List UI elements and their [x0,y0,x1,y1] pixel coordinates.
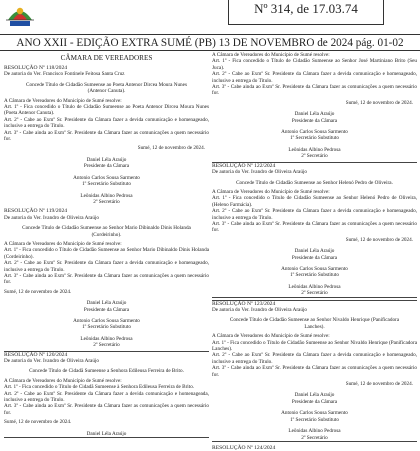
header-rule-top [0,34,420,35]
article-3: Art. 3º - Cabe ainda ao Exmº Sr. Presidente da Câmara fazer as comunicações a quem necessário for. [4,129,209,143]
signature-role: 1º Secretário Substituto [290,416,339,423]
article-2: Art. 2º - Cabe ao Exmº Sr. Presidente da Câmara fazer a devida comunicação e homenageada, inclusive a entrega do Título. [4,390,209,404]
article-1: Art. 1º - Fica concedido o Título de Cidadão Sumeense ao Senhor Nivaldo Henrique (Panificadora Lanches). [212,339,417,353]
signature-name: Daniel Léla Araújo [86,156,127,163]
resolution-author: De autoria do Ver. Ivandro de Oliveira Araújo [212,307,307,313]
article-2: Art. 2º - Cabe ao Exmº Sr. Presidente da Câmara fazer a devida comunicação e homenageado, inclusive a entrega do Título. [4,116,209,130]
signature-role: 2º Secretário [301,434,328,441]
article-2: Art. 2º - Cabe ao Exmº Sr. Presidente da Câmara fazer a devida comunicação e homenageado, inclusive a entrega do Título. [212,352,417,365]
signature-name: Antonio Carlos Sousa Sarmento [73,318,140,324]
resolution-123 [212,300,417,442]
resolution-number: RESOLUÇÃO Nº 120/2024 [4,351,68,358]
signature-role: 1º Secretário Substituto [82,324,131,331]
signature-name: Leônidas Albino Pedrosa [288,146,341,153]
resolution-date: Sumé, 12 de novembro de 2024. [345,381,413,388]
masthead [0,0,420,30]
municipal-emblem-icon [4,0,36,28]
signature-role: 1º Secretário Substituto [290,135,339,142]
resolution-title: Concede Título de Cidadão Sumeense ao Poeta Antenor Dircea Moura Nunes (Antenor Canuta). [26,81,187,95]
resolution-number: RESOLUÇÃO Nº 124/2024 [212,444,276,451]
signature-name: Daniel Léla Araújo [86,300,127,307]
signature-role: 2º Secretário [93,342,120,349]
signature-name: Antonio Carlos Sousa Sarmento [281,265,348,272]
resolution-number: RESOLUÇÃO Nº 123/2024 [212,300,276,307]
signature-role: Presidente da Câmara [83,163,130,170]
resolution-date: Sumé, 12 de novembro de 2024. [345,99,413,106]
resolution-date: Sumé, 12 de novembro de 2024. [137,145,205,152]
signature-role: Presidente da Câmara [83,306,130,313]
signature-role: 2º Secretário [301,153,328,160]
resolution-text: A Câmara de Vereadores do Município de Sumé resolve: [212,188,330,195]
resolution-author: De autoria do Ver. Ivandro de Oliveira Araújo [4,358,99,365]
resolution-number: RESOLUÇÃO Nº 122/2024 [212,162,276,169]
signature-name: Daniel Léla Araújo [294,248,335,255]
resolution-120 [4,351,209,438]
article-2: Art. 2º - Cabe ao Exmº Sr. Presidente da Câmara fazer a devida comunicação e homenageado, inclusive a entrega do Título. [212,71,417,84]
resolution-title: Concede Título de Cidadão Sumeense ao Senhor Mario Dibinaldo Dinis Holanda (Cordeirinho). [22,225,191,238]
resolution-title: Concede Título de Cidadão Sumeense ao Senhor Helenó Pedro de Oliveira. [236,179,393,186]
resolution-text: A Câmara de Vereadores do Município de Sumé resolve: [212,333,330,340]
article-2: Art. 2º - Cabe ao Exmº Sr. Presidente da Câmara fazer a devida comunicação e homenageado, inclusive a entrega do Título. [4,260,209,273]
resolution-title: Concede Título de Cidadã Sumeense a Senhora Edileusa Ferreira de Brito. [29,368,184,375]
article-2: Art. 2º - Cabe ao Exmº Sr. Presidente da Câmara fazer a devida comunicação e homenageado, inclusive a entrega do Título. [212,208,417,221]
signature-role: Presidente da Câmara [291,254,338,261]
article-1: Art. 1º - Fica concedido o Título de Cidadão Sumeense ao Poeta Antenor Dircea Moura Nunes (Poeta Antenor Canuta). [4,104,209,117]
resolution-date: Sumé, 12 de novembro de 2024. [4,288,72,295]
signature-name: Leônidas Albino Pedrosa [80,192,133,199]
resolution-author: De autoria do Ver. Francisco Fontinele Feitosa Santa Cruz [4,71,125,78]
signature-name: Daniel Léla Araújo [86,430,127,437]
law-reference-box [228,0,384,25]
signature-name: Leônidas Albino Pedrosa [288,283,341,290]
resolution-119 [4,208,209,348]
signature-name: Antonio Carlos Sousa Sarmento [281,410,348,417]
article-1: Art. 1º - Fica concedido o Título de Cidadão Sumeense ao Senhor Mario Dibinaldo Dinis Holanda (Cordeirinho). [4,247,209,260]
edition-line: ANO XXII - EDIÇÃO EXTRA SUMÉ (PB) 13 DE NOVEMBRO de 2024 pág. 01-02 [16,37,404,49]
signature-name: Leônidas Albino Pedrosa [288,428,341,435]
article-1: Art. 1º - Fica concedido o Título de Cidadão Sumeense ao Senhor Helenó Pedro de Oliveira, (Heleno Farmácia). [212,195,417,208]
resolution-author: De autoria do Ver. Ivandro de Oliveira Araújo [4,214,99,221]
section-title: CÂMARA DE VEREADORES [60,54,153,62]
resolution-text: A Câmara de Vereadores do Município de Sumé resolve: [4,97,122,104]
left-column [4,52,209,438]
resolution-title: Concede Título de Cidadão Sumeense ao Senhor Nivaldo Henrique (Panificadora Lanches). [229,317,400,330]
resolution-122 [212,162,417,298]
article-3: Art. 3º - Cabe ainda ao Exmº Sr. Presidente da Câmara fazer as comunicações a quem necessário for. [4,272,209,286]
article-1: Art. 1º - Fica concedido o Título de Cidadã Sumeense à Senhora Edileusa Ferreira de Brito. [4,384,195,391]
resolution-124 [212,445,417,451]
article-1: Art. 1º - Fica concedido o Título de Cidadão Sumeense ao Senhor José Martiniano Brito (Seu Juca). [212,58,417,71]
right-column [212,52,417,451]
signature-name: Daniel Léla Araújo [294,392,335,399]
signature-name: Daniel Léla Araújo [294,111,335,118]
signature-name: Antonio Carlos Sousa Sarmento [281,129,348,136]
resolution-number: RESOLUÇÃO Nº 119/2024 [4,208,68,215]
signature-role: 1º Secretário Substituto [82,181,131,188]
article-3: Art. 3º - Cabe ainda ao Exmº Sr. Presidente da Câmara fazer as comunicações a quem necessário for. [4,403,209,416]
resolution-118 [4,65,209,205]
resolution-121 [212,52,417,160]
resolution-number: RESOLUÇÃO Nº 118/2024 [4,65,68,71]
law-number: Nº 314, de 17.03.74 [254,1,358,16]
signature-role: 2º Secretário [93,198,120,205]
resolution-text: A Câmara de Vereadores do Município de Sumé resolve: [4,377,122,384]
signature-role: Presidente da Câmara [291,398,338,405]
resolution-date: Sumé, 12 de novembro de 2024. [345,236,413,243]
article-3: Art. 3º - Cabe ainda ao Exmº Sr. Presidente da Câmara fazer as comunicações a quem necessário for. [212,365,417,378]
article-3: Art. 3º - Cabe ainda ao Exmº Sr. Presidente da Câmara fazer as comunicações a quem necessário for. [212,84,417,97]
signature-name: Leônidas Albino Pedrosa [80,335,133,342]
signature-name: Antonio Carlos Sousa Sarmento [73,174,140,181]
resolution-date: Sumé, 12 de novembro de 2024. [4,419,72,426]
resolution-author: De autoria do Ver. Ivandro de Oliveira Araújo [212,169,307,176]
header-rule-bottom [0,50,420,51]
signature-role: Presidente da Câmara [291,117,338,124]
resolution-text: A Câmara de Vereadores do Município de Sumé resolve: [212,52,330,58]
resolution-text: A Câmara de Vereadores do Município de Sumé resolve: [4,240,122,247]
article-3: Art. 3º - Cabe ainda ao Exmº Sr. Presidente da Câmara fazer as comunicações a quem necessário for. [212,220,417,234]
signature-role: 1º Secretário Substituto [290,272,339,279]
signature-role: 2º Secretário [301,290,328,297]
